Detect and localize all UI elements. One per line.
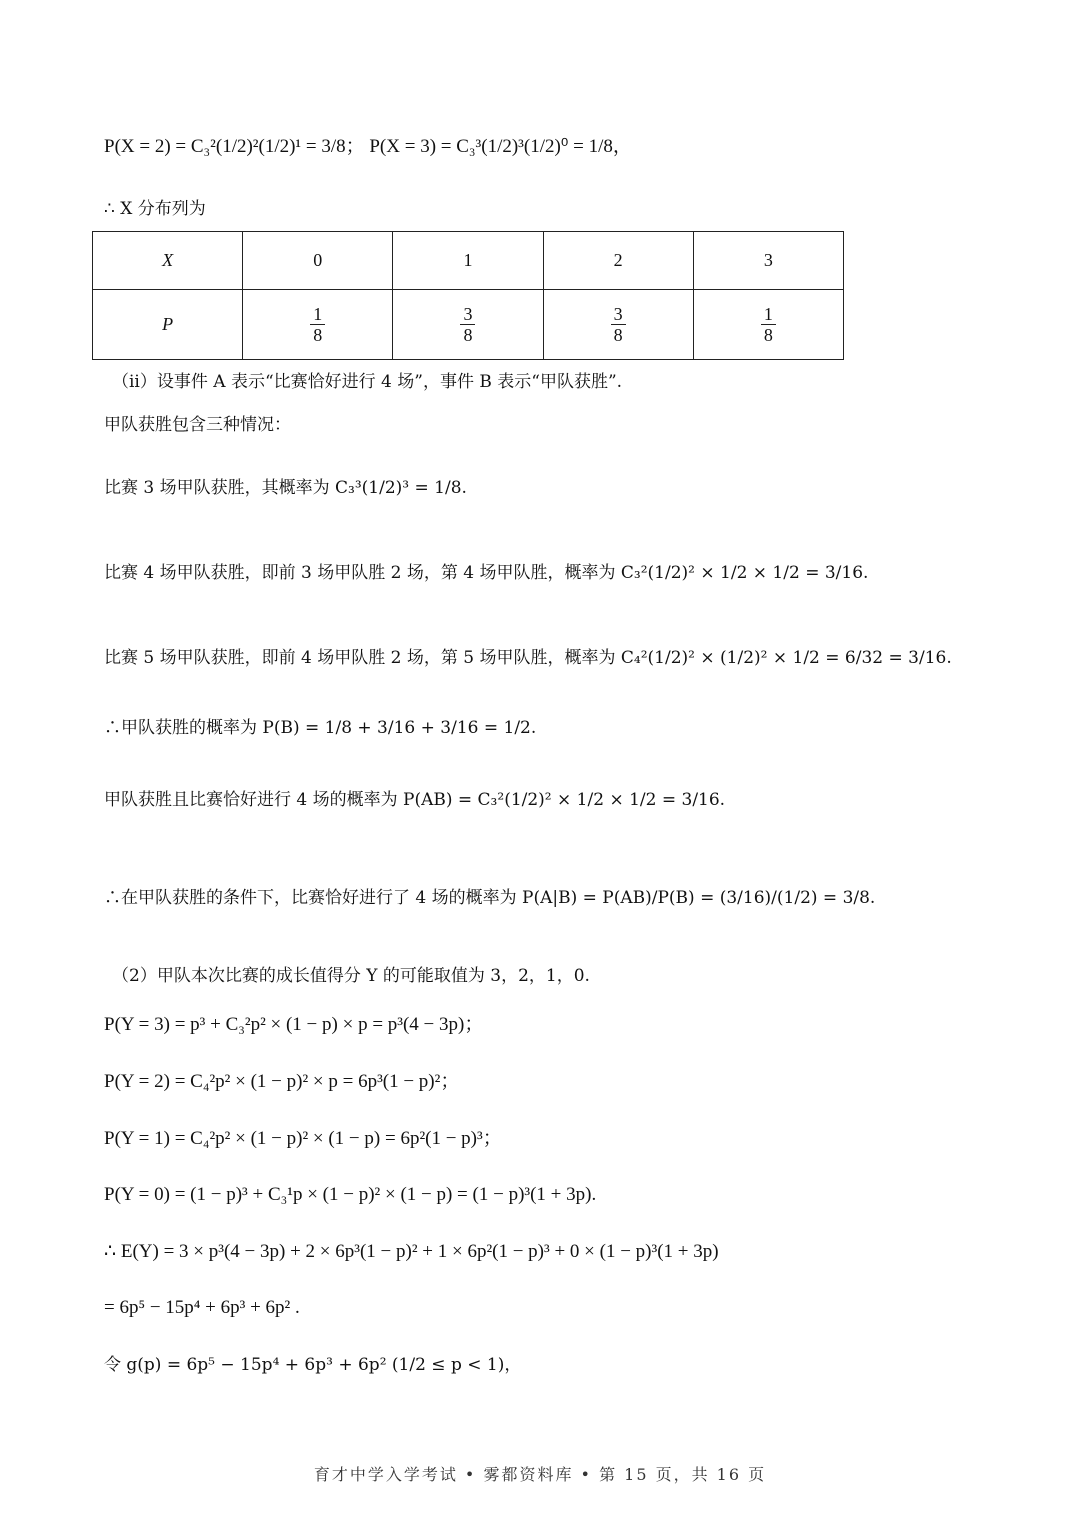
fraction xyxy=(611,304,626,345)
py0: P(Y = 0) = (1 − p)³ + C₃¹p × (1 − p)² × (1 − p) = (1 − p)³(1 + 3p). xyxy=(104,1184,597,1205)
case-5-games: 比赛 5 场甲队获胜，即前 4 场甲队胜 2 场，第 5 场甲队胜，概率为 C₄²(1/2)² × (1/2)² × 1/2 = 6/32 = 3/16. xyxy=(104,648,952,668)
part-2-intro: （2）甲队本次比赛的成长值得分 Y 的可能取值为 3，2，1，0. xyxy=(112,966,590,986)
distribution-table xyxy=(92,231,844,360)
denominator: 8 xyxy=(463,325,473,345)
distribution-heading: ∴ X 分布列为 xyxy=(104,199,206,219)
denominator: 8 xyxy=(763,325,773,345)
denominator: 8 xyxy=(613,325,623,345)
table-row-label xyxy=(93,290,243,360)
case-3-games: 比赛 3 场甲队获胜，其概率为 C₃³(1/2)³ = 1/8. xyxy=(104,478,467,498)
table-row xyxy=(93,290,844,360)
fraction xyxy=(460,304,475,345)
numerator: 3 xyxy=(460,304,475,325)
numerator: 1 xyxy=(761,304,776,325)
table-cell xyxy=(543,290,693,360)
table-header-cell: 1 xyxy=(393,232,543,290)
py3: P(Y = 3) = p³ + C₃²p² × (1 − p) × p = p³(4 − 3p)； xyxy=(104,1014,484,1035)
table-row xyxy=(93,232,844,290)
cases-intro: 甲队获胜包含三种情况： xyxy=(104,415,291,435)
table-cell xyxy=(393,290,543,360)
case-4-games: 比赛 4 场甲队获胜，即前 3 场甲队胜 2 场，第 4 场甲队胜，概率为 C₃²(1/2)² × 1/2 × 1/2 = 3/16. xyxy=(104,563,869,583)
denominator: 8 xyxy=(313,325,323,345)
numerator: 3 xyxy=(611,304,626,325)
page-footer: 育才中学入学考试 • 雾都资料库 • 第 15 页，共 16 页 xyxy=(313,1465,767,1484)
table-header-cell: 2 xyxy=(543,232,693,290)
py1: P(Y = 1) = C₄²p² × (1 − p)² × (1 − p) = 6p²(1 − p)³； xyxy=(104,1128,502,1149)
table-cell xyxy=(693,290,843,360)
table-cell xyxy=(243,290,393,360)
table-header-cell: 3 xyxy=(693,232,843,290)
formula-px2-px3: P(X = 2) = C₃²(1/2)²(1/2)¹ = 3/8； P(X = 3) = C₃³(1/2)³(1/2)⁰ = 1/8， xyxy=(104,136,632,157)
fraction xyxy=(761,304,776,345)
event-definition: （ii）设事件 A 表示“比赛恰好进行 4 场”，事件 B 表示“甲队获胜”. xyxy=(112,372,623,392)
prob-ab: 甲队获胜且比赛恰好进行 4 场的概率为 P(AB) = C₃²(1/2)² × 1/2 × 1/2 = 3/16. xyxy=(104,790,726,810)
fraction xyxy=(310,304,325,345)
prob-b: ∴甲队获胜的概率为 P(B) = 1/8 + 3/16 + 3/16 = 1/2. xyxy=(104,718,537,738)
row-label-text: P xyxy=(162,314,174,334)
conditional-prob: ∴在甲队获胜的条件下，比赛恰好进行了 4 场的概率为 P(A|B) = P(AB)/P(B) = (3/16)/(1/2) = 3/8. xyxy=(104,888,876,908)
expectation: ∴ E(Y) = 3 × p³(4 − 3p) + 2 × 6p³(1 − p)² + 1 × 6p²(1 − p)³ + 0 × (1 − p)³(1 + 3p) xyxy=(104,1241,719,1262)
table-header-cell: 0 xyxy=(243,232,393,290)
define-g: 令 g(p) = 6p⁵ − 15p⁴ + 6p³ + 6p² (1/2 ≤ p < 1)， xyxy=(104,1355,522,1375)
py2: P(Y = 2) = C₄²p² × (1 − p)² × p = 6p³(1 − p)²； xyxy=(104,1071,460,1092)
numerator: 1 xyxy=(310,304,325,325)
table-header-cell xyxy=(93,232,243,290)
table-header-label: X xyxy=(162,250,174,270)
expectation-simplified: = 6p⁵ − 15p⁴ + 6p³ + 6p² . xyxy=(104,1297,300,1318)
